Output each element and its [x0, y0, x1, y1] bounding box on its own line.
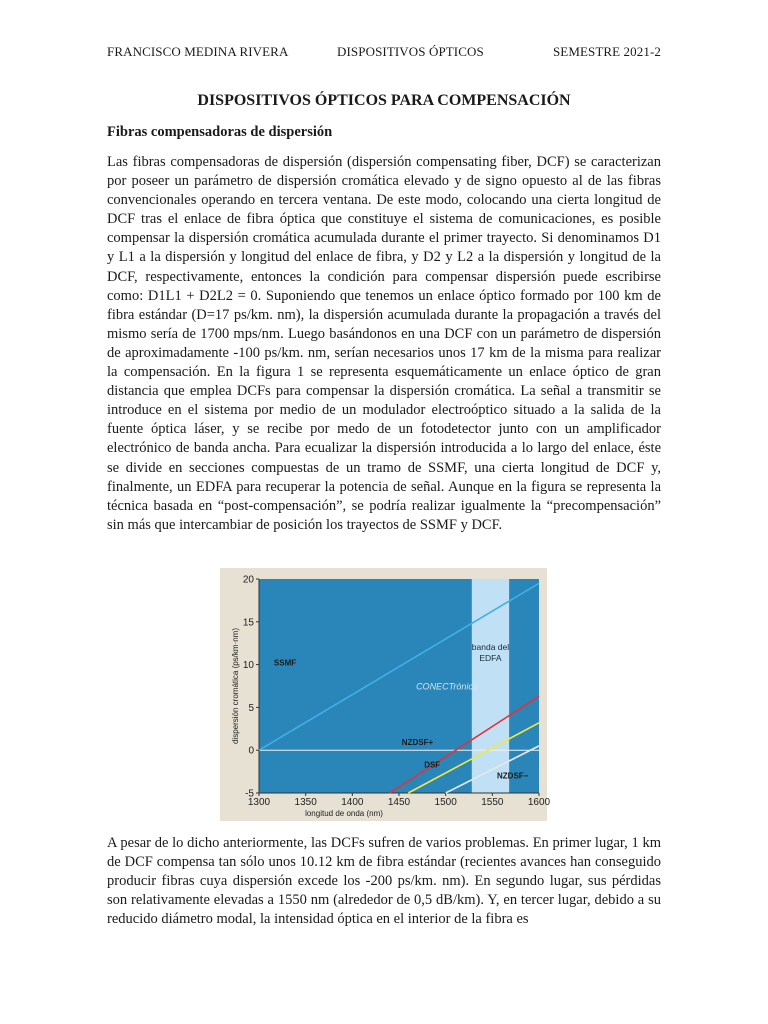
dispersion-chart [220, 568, 551, 821]
paragraph-1: Las fibras compensadoras de dispersión (dispersión compensating fiber, DCF) se caracterizan por poseer un parámetro de dispersión cromática elevado y de signo opuesto al de las fibras convencionales operando en tercera ventana. De este modo, colocando una cierta longitud de DCF tras el enlace de fibra óptica que constituye el sistema de comunicaciones, es posible compensar la dispersión cromática acumulada durante el primer trayecto. Si denominamos D1 y L1 a la dispersión y longitud del enlace de fibra, y D2 y L2 a la dispersión y longitud de la DCF, respectivamente, entonces la condición para compensar dispersión puede escribirse como: D1L1 + D2L2 = 0. Suponiendo que tenemos un enlace óptico formado por 100 km de fibra estándar (D=17 ps/km. nm), la dispersión acumulada durante la propagación a través del mismo sería de 1700 mps/nm. Luego basándonos en una DCF con un parámetro de dispersión de aproximadamente -100 ps/km. nm, serían necesarios unos 17 km de la misma para realizar la compensación. En la figura 1 se representa esquemáticamente un enlace óptico de gran distancia que emplea DCFs para compensar la dispersión cromática. La señal a transmitir se introduce en el sistema por medio de un modulador electroóptico situado a la salida de la fuente óptica láser, y se recibe por medo de un fotodetector junto con un amplificador electrónico de banda ancha. Para ecualizar la dispersión introducida a lo largo del enlace, éste se divide en secciones compuestas de un tramo de SSMF, una cierta longitud de DCF y, finalmente, un EDFA para recuperar la potencia de señal. Aunque en la figura se representa la técnica basada en “post-compensación”, se podría realizar igualmente la “precompensación” sin más que intercambiar de posición los trayectos de SSMF y DCF. [107, 154, 661, 533]
series-label: DSF [424, 760, 441, 770]
x-tick-label: 1600 [527, 797, 551, 808]
series-label: NZDSF+ [401, 738, 434, 748]
y-tick-label: 10 [242, 660, 254, 672]
page-header [107, 44, 661, 64]
x-axis-label: longitud de onda (nm) [305, 809, 383, 818]
section-title: Fibras compensadoras de dispersión [107, 124, 333, 140]
watermark-text: CONECTrónica [416, 681, 478, 692]
x-tick-label: 1400 [341, 797, 364, 808]
x-tick-label: 1350 [294, 797, 317, 808]
x-tick-label: 1450 [387, 797, 411, 808]
y-tick-label: 0 [248, 745, 254, 757]
series-label: SSMF [273, 658, 297, 668]
header-semester: SEMESTRE 2021-2 [552, 44, 661, 59]
document-title: DISPOSITIVOS ÓPTICOS PARA COMPENSACIÓN [197, 92, 571, 109]
dispersion-figure [220, 568, 551, 821]
y-tick-label: 15 [242, 617, 254, 629]
x-tick-label: 1550 [481, 797, 504, 808]
x-tick-label: 1300 [247, 797, 271, 808]
band-label-2: EDFA [479, 653, 502, 663]
band-label-1: banda del [471, 642, 510, 652]
y-tick-label: -5 [245, 788, 254, 800]
x-tick-label: 1500 [434, 797, 457, 808]
y-tick-label: 20 [242, 574, 254, 586]
y-axis-label: dispersión cromática (ps/km·nm) [231, 627, 240, 745]
paragraph-2: A pesar de lo dicho anteriormente, las DCFs sufren de varios problemas. En primer lugar, 1 km de DCF compensa tan sólo unos 10.12 km de fibra estándar (recientes avances han conseguido producir fibras cuya dispersión excede los -200 ps/km. nm). En segundo lugar, sus pérdidas son relativamente elevadas a 1550 nm (alrededor de 0,5 dB/km). Y, en tercer lugar, debido a su reducido diámetro modal, la intensidad óptica en el interior de la fibra es [107, 835, 661, 928]
header-course: DISPOSITIVOS ÓPTICOS [337, 44, 484, 59]
header-author: FRANCISCO MEDINA RIVERA [107, 44, 289, 59]
y-tick-label: 5 [248, 702, 254, 714]
series-label: NZDSF− [497, 771, 529, 781]
